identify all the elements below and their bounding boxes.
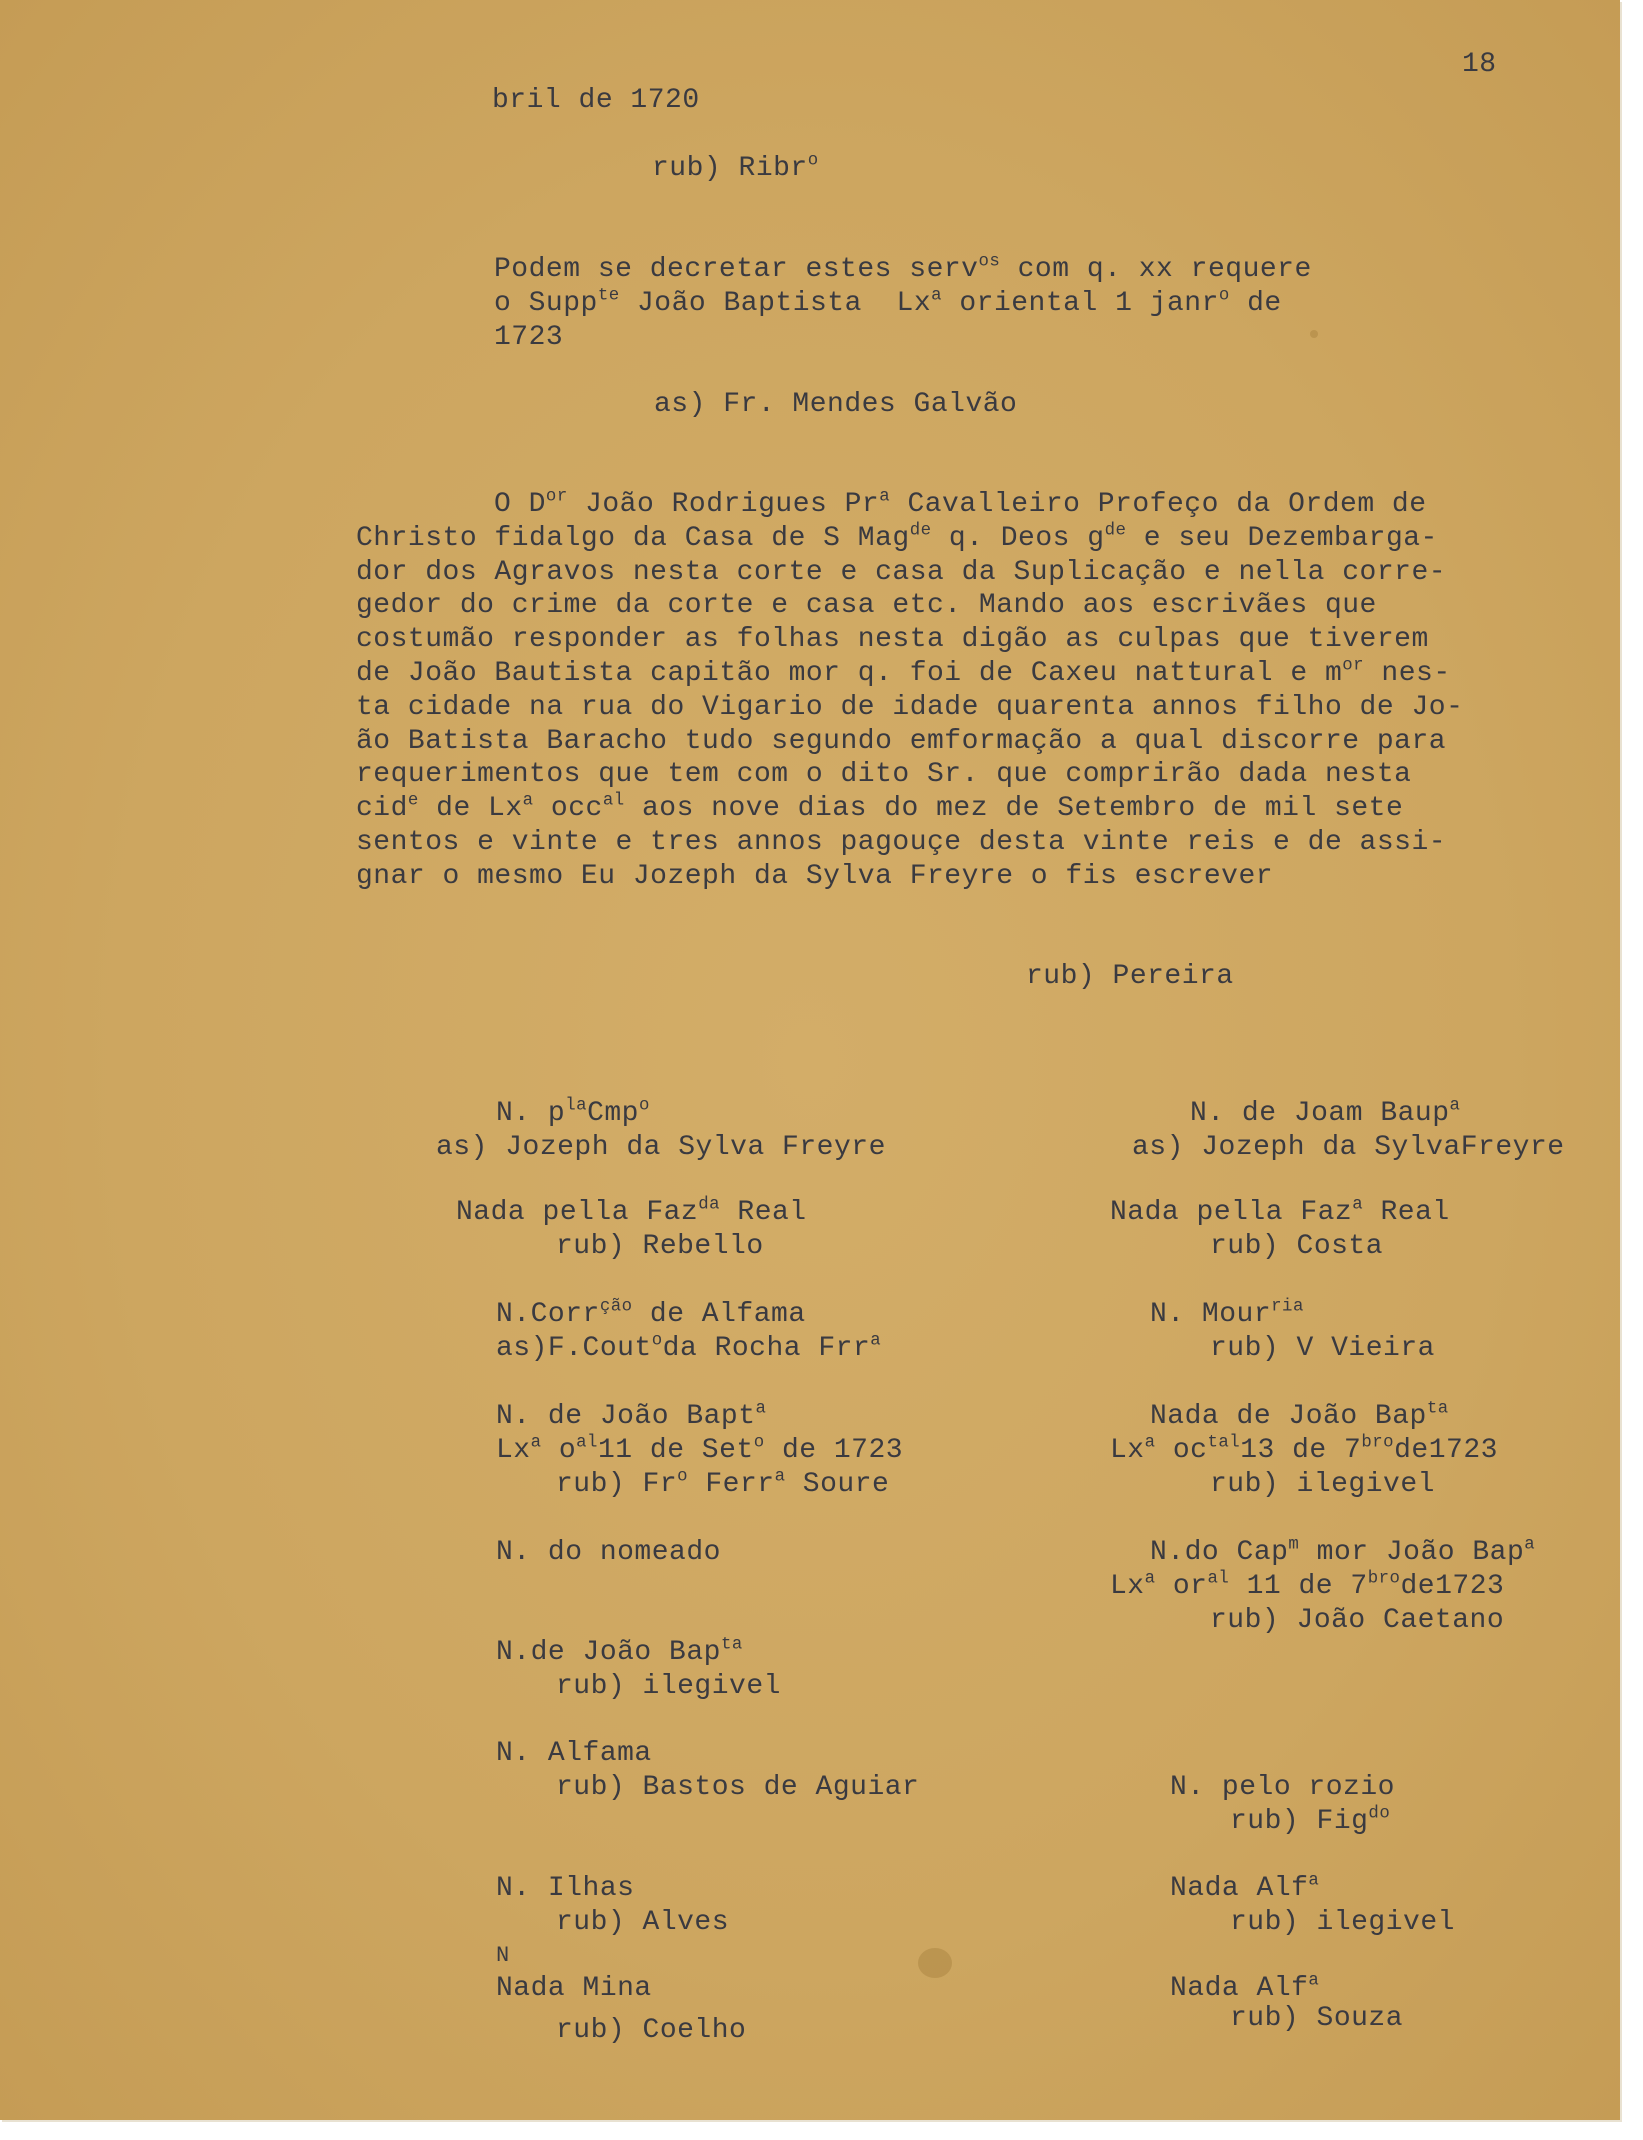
left-entry-line: N. de João Bapt$^a$ [496, 1399, 767, 1432]
right-entry-line: Nada pella Faz$^a$ Real [1110, 1195, 1450, 1228]
right-entry-signature: as) Jozeph da SylvaFreyre [1132, 1132, 1565, 1163]
right-entry-line: Lx$^a$ $oc^{tal}13$ de $7^{bro}de1723$ [1110, 1433, 1498, 1466]
header-rubric: rub) Ribr$^o$ [652, 151, 819, 184]
left-entry-signature: rub) Rebello [556, 1231, 764, 1262]
page-number: 18 [1462, 49, 1497, 80]
right-entry-signature: rub) V Vieira [1210, 1333, 1435, 1364]
right-entry-signature: rub) ilegivel [1210, 1469, 1435, 1500]
right-entry-line: N.do Cap$^m$ mor João Bap$^a$ [1150, 1535, 1536, 1568]
left-entry-line: N.Corr$^{ção}$ de Alfama [496, 1297, 806, 1330]
left-entry-signature: rub) Bastos de Aguiar [556, 1772, 920, 1803]
right-entry-line: Nada Alf$^a$ [1170, 1871, 1320, 1904]
body-line: requerimentos que tem com o dito Sr. que comprirão dada nesta [356, 759, 1412, 790]
left-entry-signature: rub) Coelho [556, 2015, 747, 2046]
right-entry-line: Nada Alf$^a$ [1170, 1971, 1320, 2004]
left-entry-line: N. $p^{la}Cmp^o$ [496, 1096, 650, 1129]
left-entry-signature: rub) Alves [556, 1907, 730, 1938]
right-entry-signature: rub) ilegivel [1230, 1907, 1455, 1938]
left-entry-mark: N [496, 1943, 510, 1968]
despacho-line: 1723 [494, 322, 564, 353]
body-line: ão Batista Baracho tudo segundo emformação a qual discorre para [356, 726, 1447, 757]
body-line: dor dos Agravos nesta corte e casa da Suplicação e nella corre- [356, 557, 1447, 588]
body-line: gnar o mesmo Eu Jozeph da Sylva Freyre o fis escrever [356, 861, 1274, 892]
body-line: sentos e vinte e tres annos pagouçe desta vinte reis e de assi- [356, 827, 1447, 858]
left-entry-signature: rub) ilegivel [556, 1671, 781, 1702]
body-line: ta cidade na rua do Vigario de idade quarenta annos filho de Jo- [356, 692, 1464, 723]
left-entry-line: Nada Mina [496, 1973, 652, 2004]
right-entry-signature: rub) Costa [1210, 1231, 1384, 1262]
paper-stain [918, 1948, 952, 1978]
header-date-line: bril de 1720 [492, 85, 700, 116]
body-rubric: rub) Pereira [1026, 961, 1234, 992]
left-entry-line: N. Ilhas [496, 1873, 635, 1904]
body-line: Christo fidalgo da Casa de S Mag$^{de}$ q. Deos $g^{de}$ e seu Dezembarga- [356, 521, 1438, 554]
right-entry-signature: rub) Fig$^{do}$ [1230, 1804, 1391, 1837]
left-entry-signature: rub) Fr$^o$ Ferr$^a$ Soure [556, 1467, 890, 1500]
body-line: cid$^e$ de Lx$^a$ occ$^{al}$ aos nove dias do mez de Setembro de mil sete [356, 791, 1404, 824]
left-entry-signature: as)F.Cout$^o$da Rocha Frr$^a$ [496, 1331, 882, 1364]
body-line: costumão responder as folhas nesta digão as culpas que tiverem [356, 624, 1429, 655]
right-entry-line: Nada de João Bap$^{ta}$ [1150, 1399, 1449, 1432]
left-entry-line: N. do nomeado [496, 1537, 721, 1568]
right-entry-line: N. Mour$^{ria}$ [1150, 1297, 1304, 1330]
right-entry-line: N. de Joam Baup$^a$ [1190, 1096, 1461, 1129]
despacho-line: o Supp$^{te}$ João Baptista Lx$^a$ oriental 1 janr$^o$ de [494, 286, 1282, 319]
left-entry-line: N. Alfama [496, 1738, 652, 1769]
right-entry-signature: rub) João Caetano [1210, 1605, 1505, 1636]
left-entry-line: Lx$^a$ $o^{al}11$ de Set$^o$ de 1723 [496, 1433, 904, 1466]
right-entry-signature: rub) Souza [1230, 2003, 1404, 2034]
left-entry-line: Nada pella Faz$^{da}$ Real [456, 1195, 807, 1228]
body-line: gedor do crime da corte e casa etc. Mando aos escrivães que [356, 590, 1377, 621]
despacho-line: Podem se decretar estes serv$^{os}$ com q. xx requere [494, 252, 1312, 285]
left-entry-signature: as) Jozeph da Sylva Freyre [436, 1132, 886, 1163]
body-line: de João Bautista capitão mor q. foi de Caxeu nattural e $m^{or}$ nes- [356, 656, 1451, 689]
right-entry-line: Lx$^a$ $or^{al}$ 11 de $7^{bro}de1723$ [1110, 1569, 1505, 1602]
right-entry-line: N. pelo rozio [1170, 1772, 1395, 1803]
paper-stain [1310, 330, 1318, 338]
left-entry-line: N.de João Bap$^{ta}$ [496, 1635, 743, 1668]
body-line: O $D^{or}$ João Rodrigues Pr$^a$ Cavalleiro Profeço da Ordem de [494, 487, 1427, 520]
despacho-signature: as) Fr. Mendes Galvão [654, 389, 1018, 420]
